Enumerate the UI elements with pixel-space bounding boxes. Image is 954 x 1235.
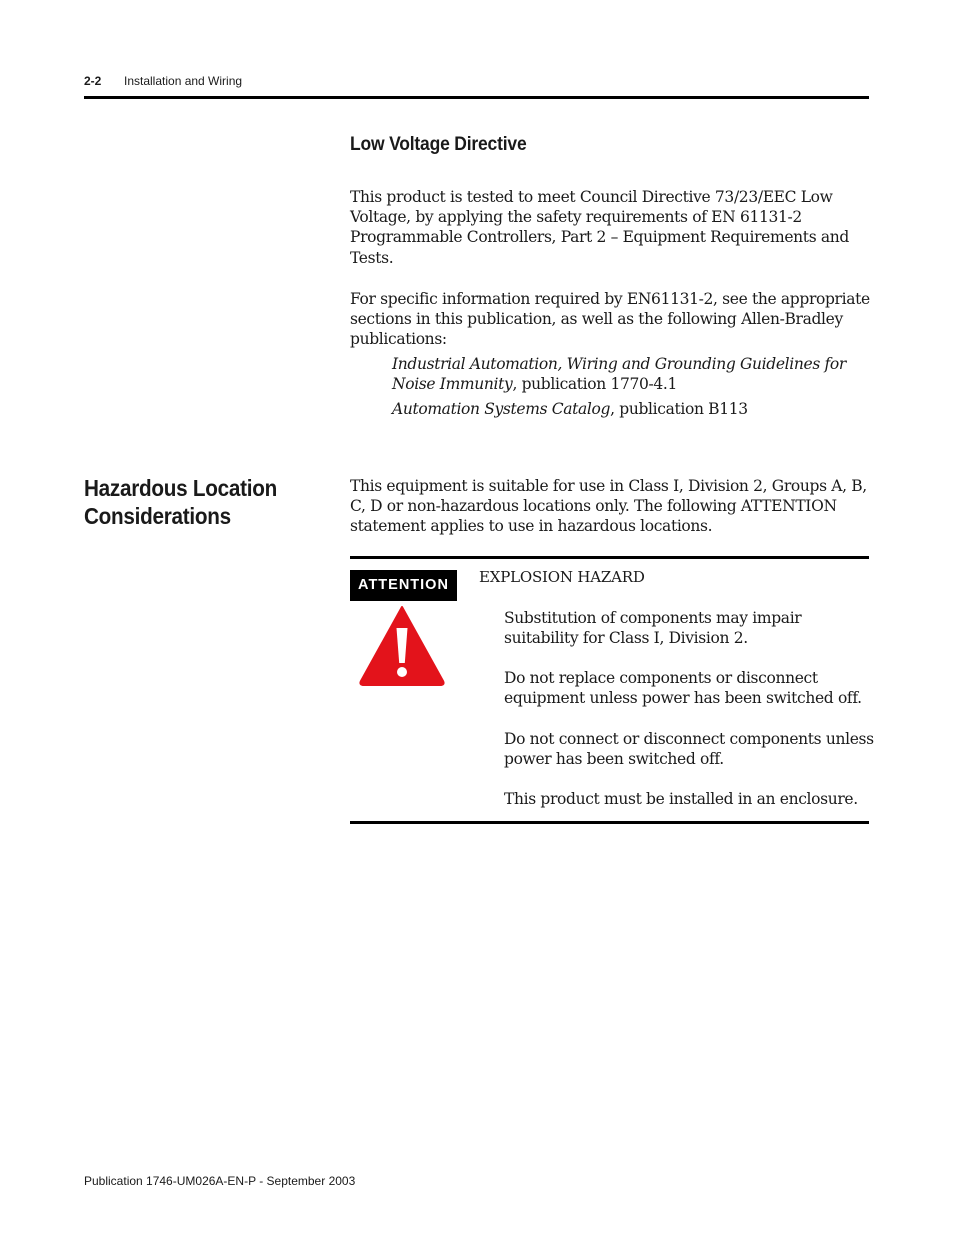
- hazardous-intro-paragraph: This equipment is suitable for use in Class I, Division 2, Groups A, B, C, D or non-hazardous locations only. The following ATTENTION statement applies to use in hazardous locations.: [350, 477, 867, 536]
- attention-title: EXPLOSION HAZARD: [479, 568, 645, 586]
- reference-publication: , publication B113: [610, 400, 748, 418]
- warning-triangle-icon: [357, 603, 447, 687]
- chapter-title: Installation and Wiring: [124, 74, 243, 88]
- page-footer: Publication 1746-UM026A-EN-P - September 2003: [84, 1174, 356, 1188]
- low-voltage-paragraph-2: For specific information required by EN61131-2, see the appropriate sections in this publication, as well as the following Allen-Bradley publications:: [350, 290, 870, 349]
- page-number: 2-2: [84, 74, 102, 88]
- attention-bottom-rule: [350, 821, 869, 824]
- low-voltage-heading: Low Voltage Directive: [350, 134, 527, 155]
- reference-title: Industrial Automation, Wiring and Grounding Guidelines for Noise Immunity: [392, 355, 846, 394]
- reference-item: [392, 354, 872, 394]
- hazardous-location-heading: [84, 474, 300, 530]
- attention-item: Do not replace components or disconnect equipment unless power has been switched off.: [504, 669, 862, 708]
- hazardous-heading-line-1: Hazardous Location: [84, 475, 277, 501]
- hazardous-heading-line-2: Considerations: [84, 503, 231, 529]
- attention-item: Substitution of components may impair suitability for Class I, Division 2.: [504, 609, 802, 648]
- reference-item: [392, 399, 872, 419]
- attention-badge: ATTENTION: [350, 570, 457, 601]
- reference-publication: , publication 1770-4.1: [512, 375, 678, 394]
- attention-top-rule: [350, 556, 869, 559]
- low-voltage-paragraph-1: This product is tested to meet Council Directive 73/23/EEC Low Voltage, by applying the safety requirements of EN 61131-2 Programmable Controllers, Part 2 – Equipment Requirements and Tests.: [350, 188, 849, 267]
- reference-title: Automation Systems Catalog: [392, 400, 611, 418]
- page-header: [84, 72, 869, 99]
- attention-item: Do not connect or disconnect components unless power has been switched off.: [504, 730, 874, 769]
- attention-item: This product must be installed in an enclosure.: [504, 790, 858, 808]
